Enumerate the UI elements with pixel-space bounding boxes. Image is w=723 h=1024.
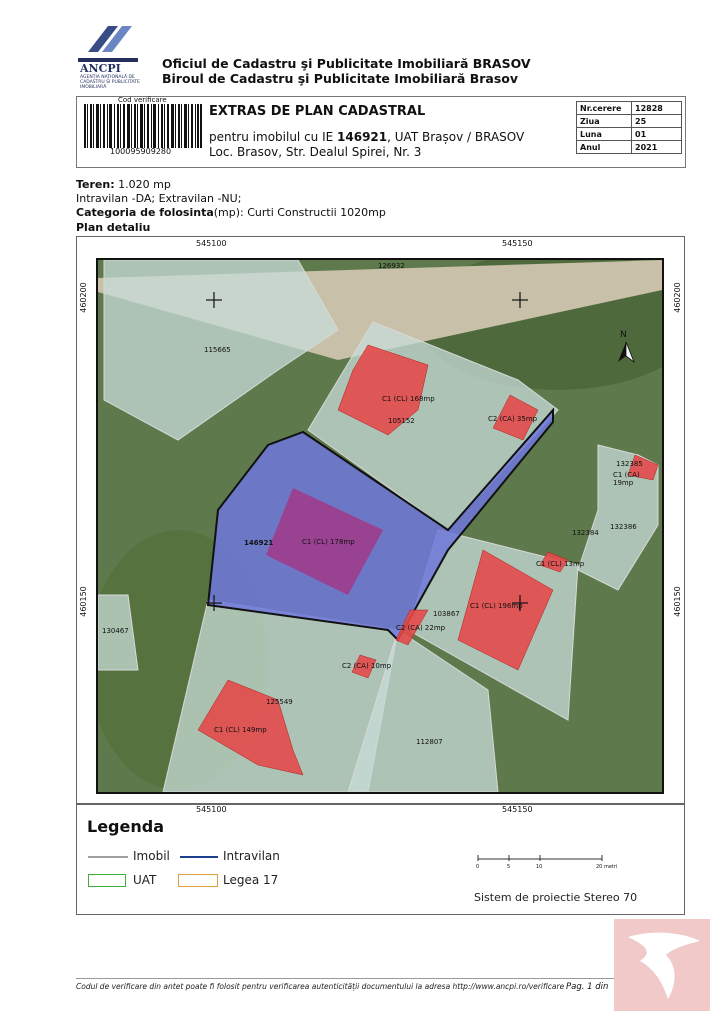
cadastral-map[interactable]: [96, 258, 664, 794]
legend-swatch-uat: [88, 874, 126, 887]
coord-y-left-top: 460200: [78, 282, 88, 313]
footer-verification-text: Codul de verificare din antet poate fi folosit pentru verificarea autenticității documentului la adresa http://www.ancpi.ro/verificare: [76, 982, 565, 991]
table-row: [577, 128, 682, 141]
plan-detaliu-label: Plan detaliu: [76, 221, 151, 234]
meta-label: Ziua: [577, 115, 632, 128]
cod-verificare-label: Cod verificare: [118, 96, 167, 104]
teren-label: Teren:: [76, 178, 115, 191]
building-label: C1 (CL) 178mp: [302, 538, 355, 546]
building-label: C2 (CA) 10mp: [342, 662, 392, 670]
coord-y-right-bottom: 460150: [672, 586, 682, 617]
teren-line: [76, 178, 171, 191]
legend-swatch-intravilan: [180, 856, 218, 858]
parcel-label: 132385: [616, 460, 643, 468]
teren-value: 1.020 mp: [114, 178, 171, 191]
coord-y-right-top: 460200: [672, 282, 682, 313]
building-label: C1 (CL) 13mp: [536, 560, 585, 568]
north-label: N: [620, 330, 627, 340]
building-label: C2 (CA) 35mp: [488, 415, 538, 423]
legend-swatch-legea17: [178, 874, 218, 887]
scale-label: 20 metri: [596, 864, 618, 870]
meta-value: 01: [632, 128, 682, 141]
parcel-label: 130467: [102, 627, 129, 635]
legend-label: Legea 17: [223, 873, 279, 887]
office-line-2: Biroul de Cadastru şi Publicitate Imobiliară Brasov: [162, 71, 519, 86]
logo-subtitle: AGENȚIA NAȚIONALĂ DE CADASTRU ȘI PUBLICITATE IMOBILIARĂ: [80, 75, 140, 90]
parcel-label: 132384: [572, 529, 599, 537]
imobil-line: [209, 130, 524, 144]
page-number: Pag. 1 din: [566, 982, 609, 992]
parcel-label: 132386: [610, 523, 637, 531]
logo-text: ANCPI: [80, 62, 121, 75]
parcel-label: 146921: [244, 539, 274, 547]
categoria-label: Categoria de folosinta: [76, 206, 214, 219]
meta-value: 25: [632, 115, 682, 128]
uat-text: , UAT Brașov / BRASOV: [387, 130, 525, 144]
ie-number: 146921: [337, 130, 388, 144]
parcel-label: 112807: [416, 738, 443, 746]
request-meta-table: [576, 101, 682, 154]
document-title: EXTRAS DE PLAN CADASTRAL: [209, 104, 426, 119]
parcel-label: 105152: [388, 417, 415, 425]
legend-label: Imobil: [133, 849, 170, 863]
parcel-label: 115665: [204, 346, 231, 354]
office-line-1: Oficiul de Cadastru şi Publicitate Imobiliară BRASOV: [162, 56, 531, 71]
categoria-value: (mp): Curti Constructii 1020mp: [213, 206, 386, 219]
building-label: C1 (CL) 149mp: [214, 726, 267, 734]
parcel-label: 125549: [266, 698, 293, 706]
scale-label: 5: [507, 864, 511, 870]
coord-x-top-left: 545100: [196, 239, 227, 248]
barcode: [84, 104, 202, 148]
scale-label: 0: [476, 864, 480, 870]
meta-value: 12828: [632, 102, 682, 115]
map-canvas: [98, 260, 662, 792]
meta-label: Anul: [577, 141, 632, 154]
parcel-label: 126932: [378, 262, 405, 270]
barcode-number: 100095909280: [110, 147, 172, 156]
categoria-line: [76, 206, 386, 219]
imobil-prefix: pentru imobilul cu IE: [209, 130, 338, 144]
footer-divider: [76, 978, 684, 979]
address-line: Loc. Brasov, Str. Dealul Spirei, Nr. 3: [209, 145, 422, 159]
parcel-label: 103867: [433, 610, 460, 618]
intravilan-line: Intravilan -DA; Extravilan -NU;: [76, 192, 242, 205]
meta-value: 2021: [632, 141, 682, 154]
meta-label: Nr.cerere: [577, 102, 632, 115]
legend-title: Legenda: [87, 817, 164, 836]
coord-x-bottom-left: 545100: [196, 805, 227, 814]
legend-label: Intravilan: [223, 849, 280, 863]
legend-label: UAT: [133, 873, 157, 887]
coord-y-left-bottom: 460150: [78, 586, 88, 617]
building-label: C1 (CA) 19mp: [613, 471, 640, 487]
table-row: [577, 102, 682, 115]
table-row: [577, 141, 682, 154]
building-label: C1 (CL) 168mp: [382, 395, 435, 403]
building-label: C2 (CA) 22mp: [396, 624, 446, 632]
watermark-stamp: [614, 919, 710, 1011]
coord-x-bottom-right: 545150: [502, 805, 533, 814]
projection-text: Sistem de proiectie Stereo 70: [474, 891, 638, 904]
legend-swatch-imobil: [88, 856, 128, 858]
table-row: [577, 115, 682, 128]
building-label: C1 (CL) 196mp: [470, 602, 523, 610]
meta-label: Luna: [577, 128, 632, 141]
scale-label: 10: [536, 864, 543, 870]
coord-x-top-right: 545150: [502, 239, 533, 248]
